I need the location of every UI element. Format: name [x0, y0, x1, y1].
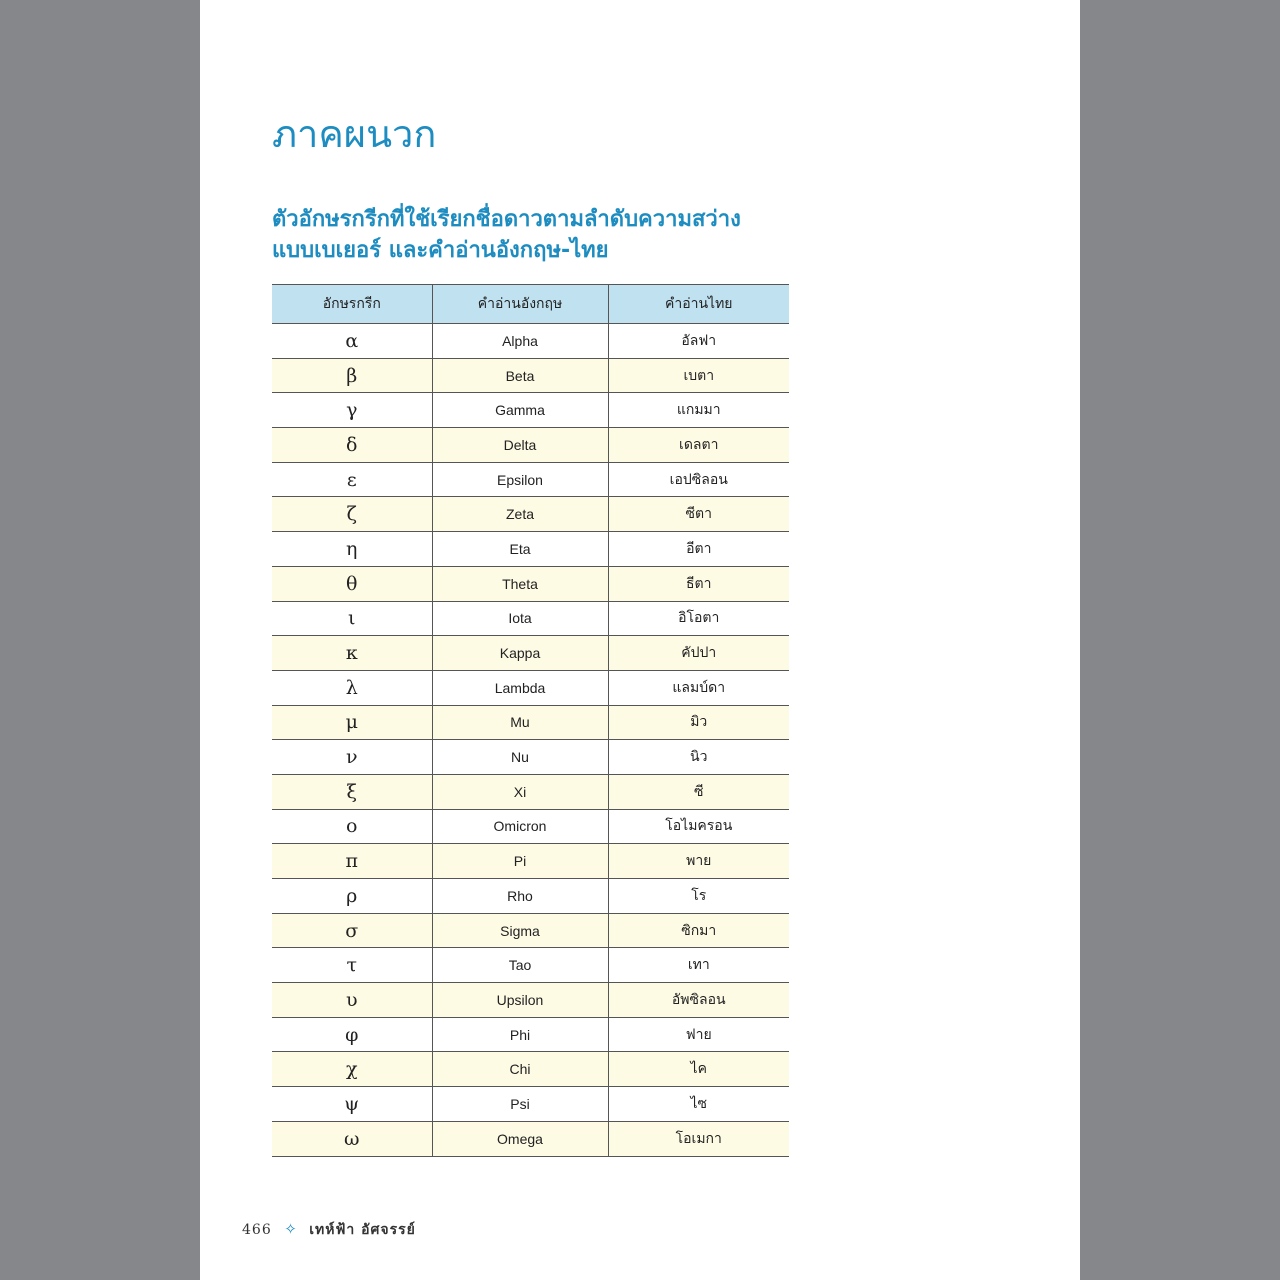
english-reading-cell: Delta	[432, 428, 608, 463]
english-reading-cell: Sigma	[432, 913, 608, 948]
greek-letter-cell: λ	[272, 670, 432, 705]
table-row	[272, 393, 789, 428]
table-row	[272, 705, 789, 740]
greek-letter-cell: μ	[272, 705, 432, 740]
english-reading-cell: Chi	[432, 1052, 608, 1087]
table-row	[272, 670, 789, 705]
table-row	[272, 809, 789, 844]
thai-reading-cell: ธีตา	[608, 566, 789, 601]
page-number: 466	[242, 1222, 272, 1238]
english-reading-cell: Kappa	[432, 636, 608, 671]
thai-reading-cell: นิว	[608, 740, 789, 775]
thai-reading-cell: ซี	[608, 774, 789, 809]
table-body	[272, 324, 789, 1157]
table-row	[272, 324, 789, 359]
table-row	[272, 358, 789, 393]
greek-letter-cell: δ	[272, 428, 432, 463]
table-row	[272, 497, 789, 532]
subtitle-line-1: ตัวอักษรกรีกที่ใช้เรียกชื่อดาวตามลำดับความสว่าง	[272, 207, 741, 232]
english-reading-cell: Zeta	[432, 497, 608, 532]
thai-reading-cell: อีตา	[608, 532, 789, 567]
table-row	[272, 1121, 789, 1156]
thai-reading-cell: ซิกมา	[608, 913, 789, 948]
thai-reading-cell: ไซ	[608, 1087, 789, 1122]
english-reading-cell: Eta	[432, 532, 608, 567]
thai-reading-cell: อัพซิลอน	[608, 983, 789, 1018]
english-reading-cell: Tao	[432, 948, 608, 983]
table-row	[272, 636, 789, 671]
greek-alphabet-table	[272, 284, 789, 1157]
thai-reading-cell: เทา	[608, 948, 789, 983]
english-reading-cell: Psi	[432, 1087, 608, 1122]
table-header-row	[272, 285, 789, 324]
thai-reading-cell: มิว	[608, 705, 789, 740]
header-english-reading: คำอ่านอังกฤษ	[432, 285, 608, 324]
english-reading-cell: Lambda	[432, 670, 608, 705]
english-reading-cell: Nu	[432, 740, 608, 775]
thai-reading-cell: เดลตา	[608, 428, 789, 463]
english-reading-cell: Xi	[432, 774, 608, 809]
english-reading-cell: Omega	[432, 1121, 608, 1156]
thai-reading-cell: อิโอตา	[608, 601, 789, 636]
header-thai-reading: คำอ่านไทย	[608, 285, 789, 324]
table-row	[272, 532, 789, 567]
greek-letter-cell: α	[272, 324, 432, 359]
greek-letter-cell: ε	[272, 462, 432, 497]
table-row	[272, 774, 789, 809]
greek-letter-cell: ω	[272, 1121, 432, 1156]
greek-letter-cell: ψ	[272, 1087, 432, 1122]
greek-letter-cell: κ	[272, 636, 432, 671]
thai-reading-cell: โร	[608, 879, 789, 914]
thai-reading-cell: เอปซิลอน	[608, 462, 789, 497]
page-footer	[242, 1219, 416, 1241]
table-row	[272, 462, 789, 497]
greek-letter-cell: ο	[272, 809, 432, 844]
greek-letter-cell: ρ	[272, 879, 432, 914]
thai-reading-cell: แลมบ์ดา	[608, 670, 789, 705]
table-row	[272, 1017, 789, 1052]
thai-reading-cell: ไค	[608, 1052, 789, 1087]
table-row	[272, 601, 789, 636]
table-row	[272, 983, 789, 1018]
thai-reading-cell: แกมมา	[608, 393, 789, 428]
english-reading-cell: Alpha	[432, 324, 608, 359]
table-row	[272, 948, 789, 983]
shooting-star-icon: ✧	[284, 1220, 297, 1238]
english-reading-cell: Upsilon	[432, 983, 608, 1018]
greek-letter-cell: ν	[272, 740, 432, 775]
greek-letter-cell: ι	[272, 601, 432, 636]
english-reading-cell: Pi	[432, 844, 608, 879]
english-reading-cell: Omicron	[432, 809, 608, 844]
table-subtitle	[272, 204, 832, 266]
greek-letter-cell: φ	[272, 1017, 432, 1052]
english-reading-cell: Iota	[432, 601, 608, 636]
thai-reading-cell: คัปปา	[608, 636, 789, 671]
greek-letter-cell: τ	[272, 948, 432, 983]
greek-letter-cell: β	[272, 358, 432, 393]
greek-letter-cell: θ	[272, 566, 432, 601]
english-reading-cell: Rho	[432, 879, 608, 914]
table-row	[272, 428, 789, 463]
thai-reading-cell: อัลฟา	[608, 324, 789, 359]
thai-reading-cell: ฟาย	[608, 1017, 789, 1052]
greek-letter-cell: ζ	[272, 497, 432, 532]
english-reading-cell: Mu	[432, 705, 608, 740]
table-row	[272, 913, 789, 948]
thai-reading-cell: พาย	[608, 844, 789, 879]
table-row	[272, 1087, 789, 1122]
english-reading-cell: Gamma	[432, 393, 608, 428]
table-row	[272, 879, 789, 914]
greek-letter-cell: ξ	[272, 774, 432, 809]
english-reading-cell: Epsilon	[432, 462, 608, 497]
table-row	[272, 740, 789, 775]
greek-letter-cell: υ	[272, 983, 432, 1018]
greek-letter-cell: χ	[272, 1052, 432, 1087]
thai-reading-cell: ซีตา	[608, 497, 789, 532]
table-row	[272, 844, 789, 879]
table-row	[272, 566, 789, 601]
section-title: ภาคผนวก	[272, 112, 437, 156]
thai-reading-cell: เบตา	[608, 358, 789, 393]
book-page	[200, 0, 1080, 1280]
english-reading-cell: Beta	[432, 358, 608, 393]
greek-letter-cell: σ	[272, 913, 432, 948]
english-reading-cell: Theta	[432, 566, 608, 601]
table-row	[272, 1052, 789, 1087]
thai-reading-cell: โอเมกา	[608, 1121, 789, 1156]
greek-letter-cell: η	[272, 532, 432, 567]
thai-reading-cell: โอไมครอน	[608, 809, 789, 844]
english-reading-cell: Phi	[432, 1017, 608, 1052]
book-title: เทห์ฟ้า อัศจรรย์	[309, 1222, 416, 1238]
greek-letter-cell: γ	[272, 393, 432, 428]
greek-letter-cell: π	[272, 844, 432, 879]
header-greek-letter: อักษรกรีก	[272, 285, 432, 324]
subtitle-line-2: แบบเบเยอร์ และคำอ่านอังกฤษ-ไทย	[272, 238, 609, 263]
